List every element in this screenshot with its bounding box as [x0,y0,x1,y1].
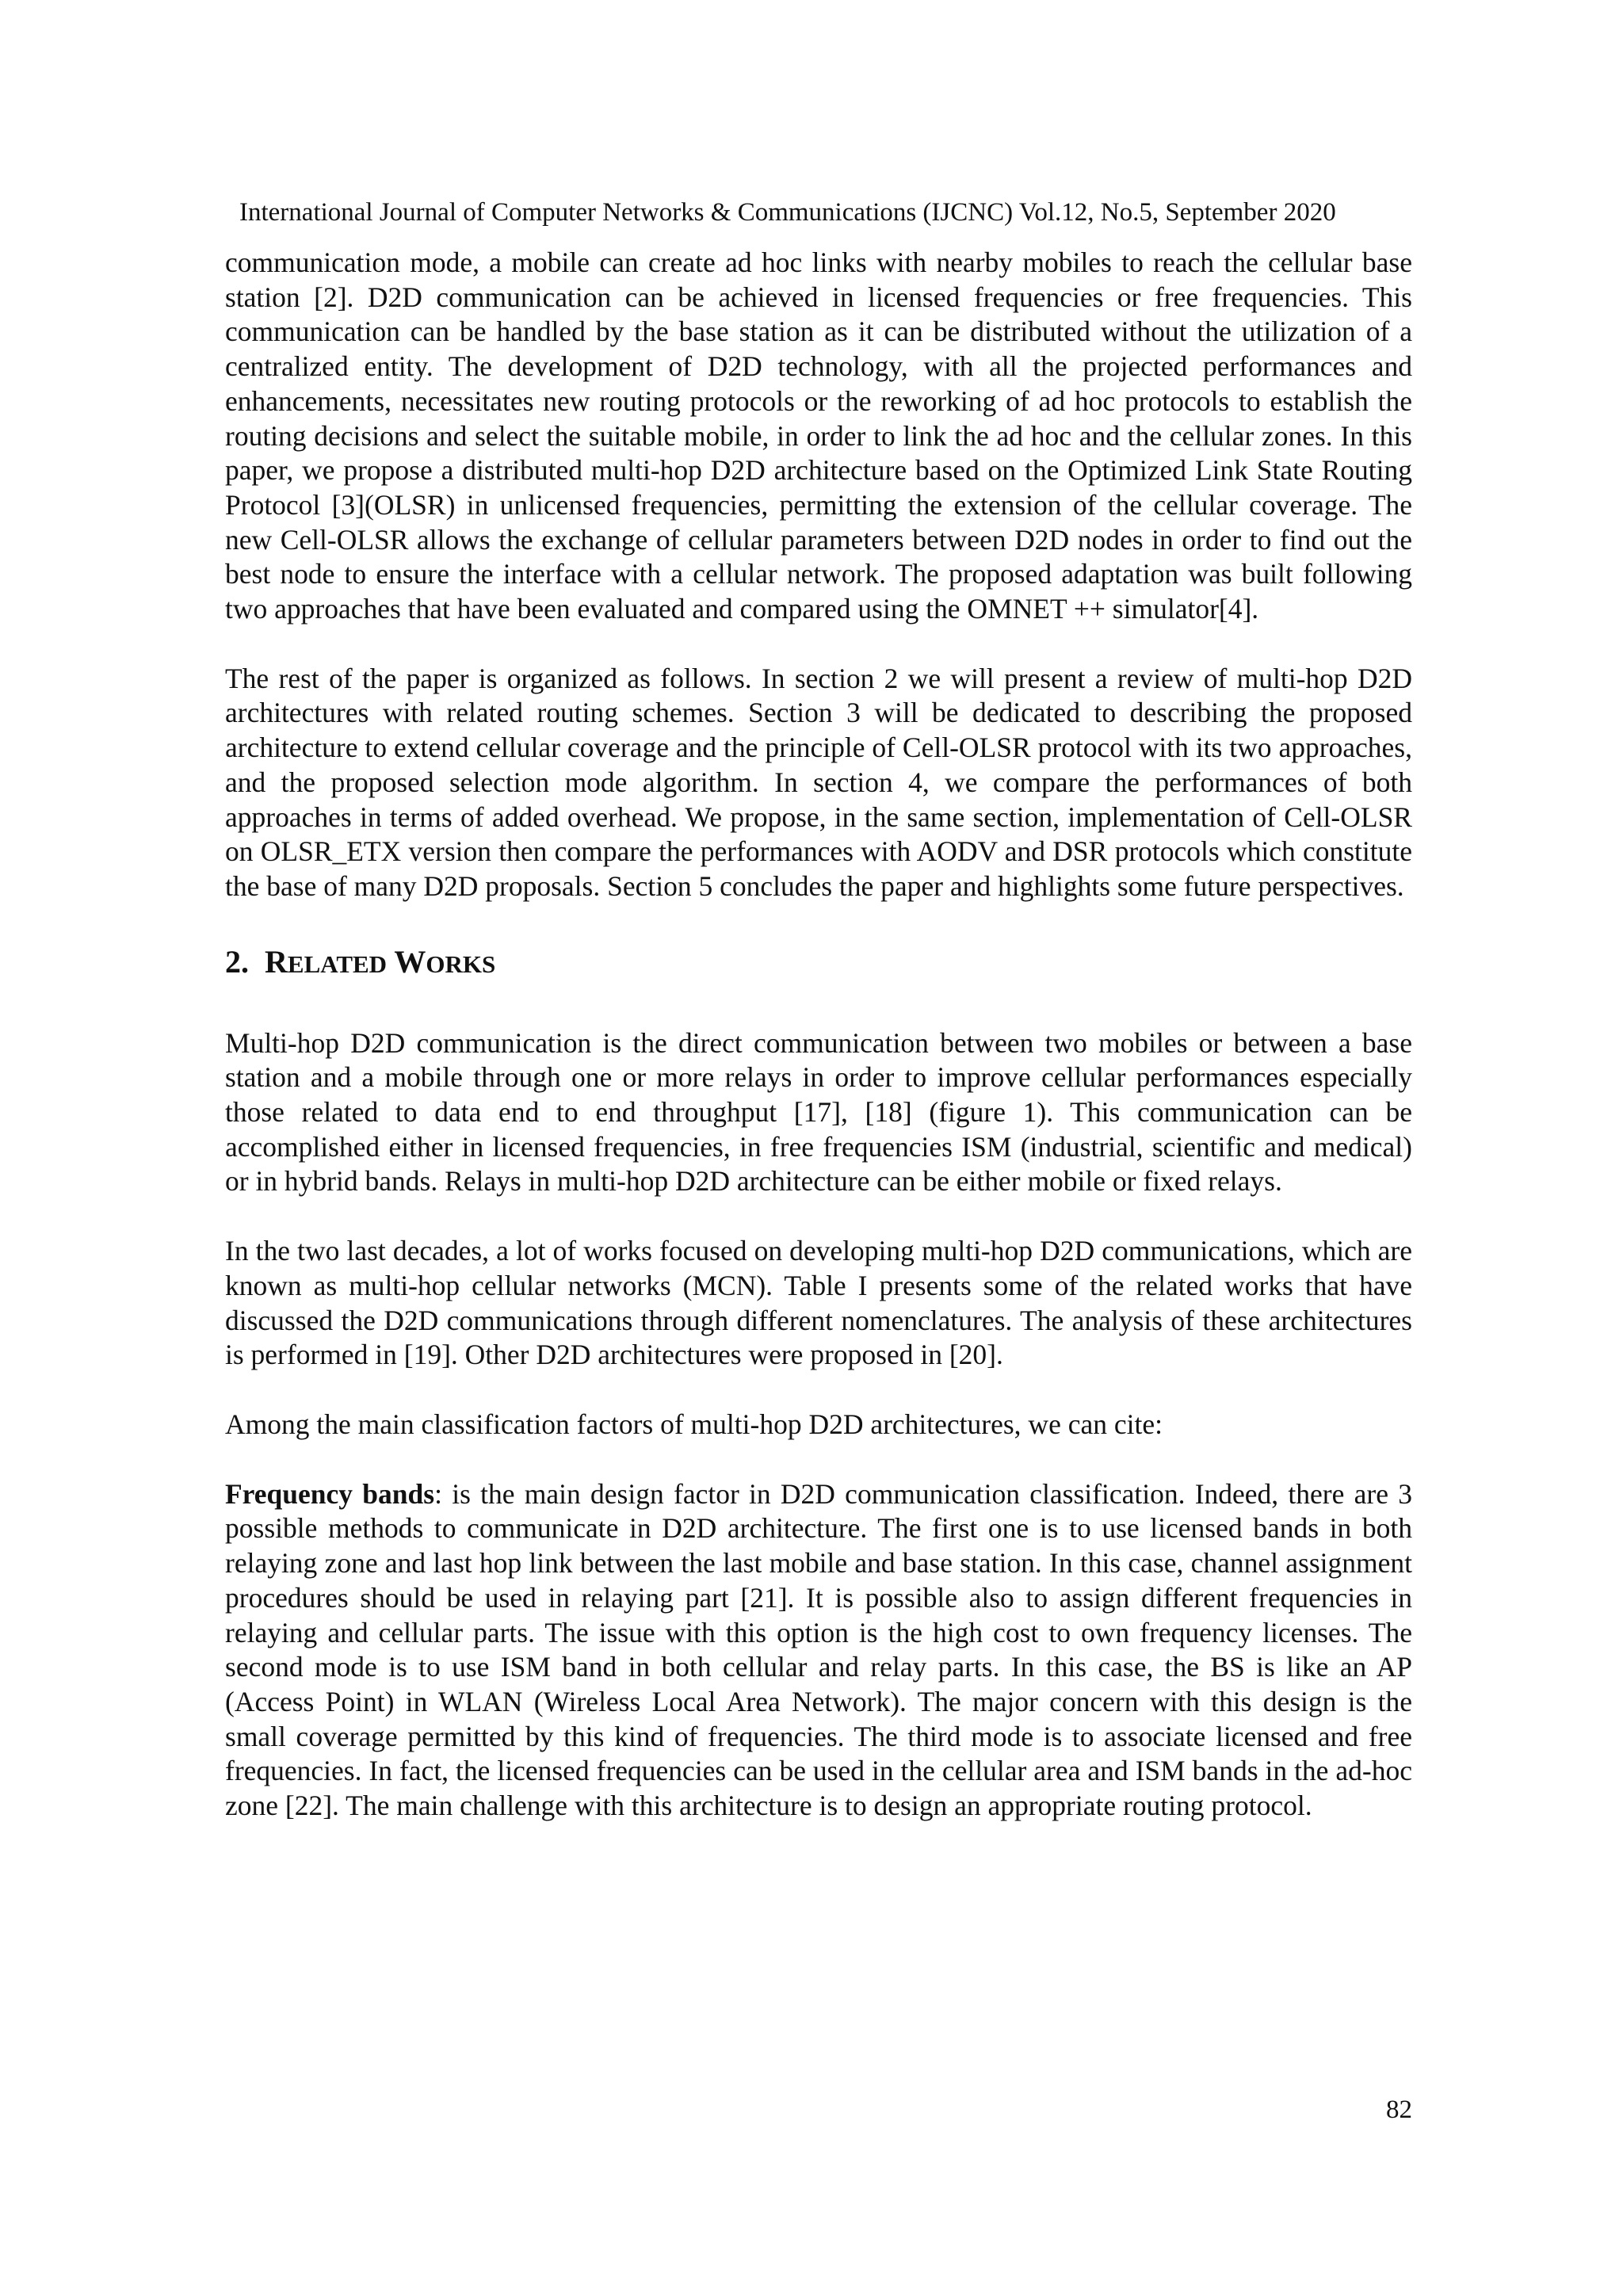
section-title-word-2-rest: ORKS [426,949,496,978]
related-works-paragraph-1: Multi-hop D2D communication is the direct communication between two mobiles or between a base station and a mobile through one or more relays in order to improve cellular performances especially those related to data end to end throughput [17], [18] (figure 1). This communication can be accomplished either in licensed frequencies, in free frequencies ISM (industrial, scientific and medical) or in hybrid bands. Relays in multi-hop D2D architecture can be either mobile or fixed relays. [225,1026,1412,1198]
running-header: International Journal of Computer Networks & Communications (IJCNC) Vol.12, No.5, September 2020 [239,198,1336,227]
related-works-paragraph-2: In the two last decades, a lot of works focused on developing multi-hop D2D communications, which are known as multi-hop cellular networks (MCN). Table I presents some of the related works that have discussed the D2D communications through different nomenclatures. The analysis of these architectures is performed in [19]. Other D2D architectures were proposed in [20]. [225,1235,1412,1371]
related-works-paragraph-3: Among the main classification factors of multi-hop D2D architectures, we can cite: [225,1408,1163,1440]
frequency-bands-text: : is the main design factor in D2D communication classification. Indeed, there are 3 possible methods to communicate in D2D architecture. The first one is to use licensed bands in both relaying zone and last hop link between the last mobile and base station. In this case, channel assignment procedures should be used in relaying part [21]. It is possible also to assign different frequencies in relaying and cellular parts. The issue with this option is the high cost to own frequency licenses. The second mode is to use ISM band in both cellular and relay parts. In this case, the BS is like an AP (Access Point) in WLAN (Wireless Local Area Network). The major concern with this design is the small coverage permitted by this kind of frequencies. The third mode is to associate licensed and free frequencies. In fact, the licensed frequencies can be used in the cellular area and ISM bands in the ad-hoc zone [22]. The main challenge with this architecture is to design an appropriate routing protocol. [225,1477,1412,1822]
frequency-bands-term: Frequency bands [225,1477,435,1510]
body-text [225,246,1412,1824]
section-heading-related-works [225,942,1412,985]
section-title-word-1-rest: ELATED [287,949,388,978]
section-title-word-1-initial: R [265,943,288,980]
intro-paragraph-continuation: communication mode, a mobile can create ad hoc links with nearby mobiles to reach the cellular base station [2]. D2D communication can be achieved in licensed frequencies or free frequencies. This communication can be handled by the base station as it can be distributed without the utilization of a centralized entity. The development of D2D technology, with all the projected performances and enhancements, necessitates new routing protocols or the reworking of ad hoc protocols to establish the routing decisions and select the suitable mobile, in order to link the ad hoc and the cellular zones. In this paper, we propose a distributed multi-hop D2D architecture based on the Optimized Link State Routing Protocol [3](OLSR) in unlicensed frequencies, permitting the extension of the cellular coverage. The new Cell-OLSR allows the exchange of cellular parameters between D2D nodes in order to find out the best node to ensure the interface with a cellular network. The proposed adaptation was built following two approaches that have been evaluated and compared using the OMNET ++ simulator[4]. [225,246,1412,625]
section-number: 2. [225,943,249,980]
section-title-word-2-initial: W [394,943,426,980]
frequency-bands-paragraph [225,1477,1412,1824]
paper-organization-paragraph: The rest of the paper is organized as follows. In section 2 we will present a review of multi-hop D2D architectures with related routing schemes. Section 3 will be dedicated to describing the proposed architecture to extend cellular coverage and the principle of Cell-OLSR protocol with its two approaches, and the proposed selection mode algorithm. In section 4, we compare the performances of both approaches in terms of added overhead. We propose, in the same section, implementation of Cell-OLSR on OLSR_ETX version then compare the performances with AODV and DSR protocols which constitute the base of many D2D proposals. Section 5 concludes the paper and highlights some future perspectives. [225,662,1412,902]
page-number: 82 [1386,2095,1412,2124]
